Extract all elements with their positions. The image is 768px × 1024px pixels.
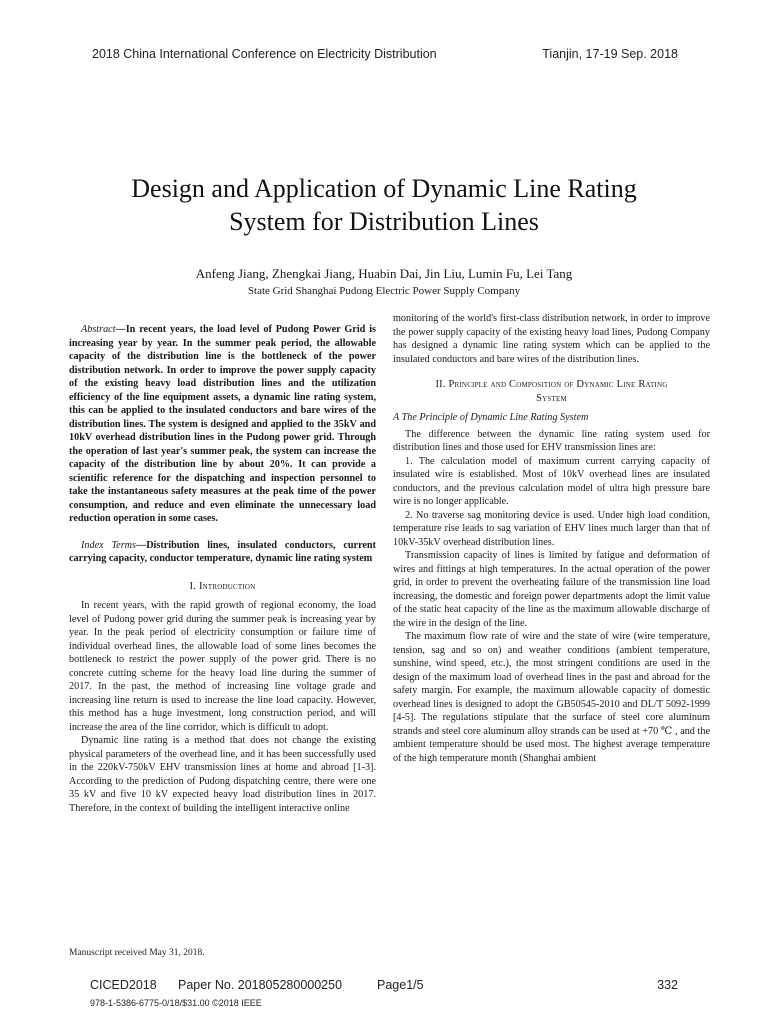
footer-page-number: 332 <box>657 978 678 992</box>
conference-header: 2018 China International Conference on Electricity Distribution <box>92 47 437 61</box>
list-item-2: 2. No traverse sag monitoring device is used. Under high load condition, temperature rise leads to sag variation of EHV lines much larger than that of 10kV-35kV overhead distribution lines. <box>393 509 710 548</box>
difference-paragraph: The difference between the dynamic line rating system used for distribution lines and those used for EHV transmission lines are: <box>393 428 710 453</box>
section-heading-principle <box>393 378 710 405</box>
left-column <box>69 323 376 815</box>
abstract <box>69 323 376 526</box>
footer-conference: CICED2018 <box>90 978 157 992</box>
intro-paragraph-2: Dynamic line rating is a method that does not change the existing physical parameters of the overhead line, and it has been successfully used in the 220kV-750kV EHV transmission lines at home and abroad [1-3]. According to the prediction of Pudong dispatching centre, there were one 35 kV and five 10 kV expected heavy load distribution lines in 2017. Therefore, in the context of building the intelligent interactive online <box>69 735 376 814</box>
index-terms-text: —Distribution lines, insulated conductors, current carrying capacity, conductor temperature, dynamic line rating system <box>69 539 376 564</box>
section-heading-introduction: I. Introduction <box>189 580 256 592</box>
paper-title <box>60 172 708 238</box>
index-terms-label: Index Terms <box>81 539 136 551</box>
authors: Anfeng Jiang, Zhengkai Jiang, Huabin Dai, Jin Liu, Lumin Fu, Lei Tang <box>195 266 573 281</box>
title-line-1: Design and Application of Dynamic Line Rating <box>131 174 637 203</box>
intro-paragraph-1: In recent years, with the rapid growth of regional economy, the load level of Pudong power grid during the summer peak is increasing year by year. In the peak period of electricity consumption or failure time of individual overhead lines, the allowable load of some lines becomes the bottleneck to restrict the power supply of the power grid. There is no concrete cutting scheme for the heavy load line during the summer of 2017. In the past, the method of increasing line voltage grade and increasing line return is used to increase the line load capacity. However, this method has a huge investment, long construction period, and will increase the area of the line corridor, which is difficult to adopt. <box>69 600 376 733</box>
right-column <box>393 312 710 765</box>
section-heading-principle-line-1: II. Principle and Composition of Dynamic Line Rating <box>435 379 668 390</box>
list-item-1: 1. The calculation model of maximum current carrying capacity of insulated wire is established. Most of 10kV overhead lines are insulated conductors, and the previous calculation model of ultra high pressure bare wire is no longer applicable. <box>393 455 710 507</box>
abstract-text: —In recent years, the load level of Pudong Power Grid is increasing year by year. In the summer peak period, the allowable capacity of the distribution line is the bottleneck of the power distribution network. In order to improve the power supply capacity of the existing heavy load distribution lines and the utilization efficiency of the line equipment assets, a dynamic line rating system, this can be applied to the insulated conductors and bare wires of the distribution lines. The system is designed and applied to the 35kV and 10kV overhead distribution lines in the Pudong power grid. Through the operation of last year's summer peak, the system can increase the capacity of the distribution line by about 20%. It can provide a scientific reference for the dispatching and inspection personnel to take the instantaneous safety measures at the peak time of the power consumption, and reduce and even eliminate the unnecessary load reduction operation in some cases. <box>69 324 376 524</box>
footer-isbn: 978-1-5386-6775-0/18/$31.00 ©2018 IEEE <box>90 998 262 1008</box>
index-terms <box>69 539 376 566</box>
footer-paper-number: Paper No. 201805280000250 <box>178 978 343 992</box>
footer-page-indicator: Page1/5 <box>377 978 424 992</box>
intro-paragraph-continued: monitoring of the world's first-class distribution network, in order to improve the power supply capacity of the existing heavy load lines, Pudong Company has designed a dynamic line rating system which can be applied to the insulated conductors and bare wires of the distribution lines. <box>393 313 710 365</box>
location-date-header: Tianjin, 17-19 Sep. 2018 <box>542 47 678 61</box>
transmission-paragraph: Transmission capacity of lines is limited by fatigue and deformation of wires and fittings at high temperatures. In the actual operation of the power grid, in order to prevent the overheating failure of the transmission line load increasing, the domestic and foreign power departments adopt the limit value of the static heat capacity of the line as the maximum allowable discharge of the wire in the design of the line. <box>393 550 710 629</box>
max-flow-paragraph: The maximum flow rate of wire and the state of wire (wire temperature, tension, sag and so on) and weather conditions (ambient temperature, sunshine, wind speed, etc.), the most stringent conditions are used in the design of the maximum load of overhead lines in the past and abroad for the safety margin. For example, the maximum allowable capacity of domestic overhead lines is designed to adopt the GB50545-2010 and DL/T 5092-1999 [4-5]. The regulations stipulate that the surface of steel core aluminum strands and steel core aluminum alloy strands can be used at +70 ℃ , and the ambient temperature should be used most. The highest average temperature of the high temperature month (Shanghai ambient <box>393 631 710 764</box>
manuscript-footnote: Manuscript received May 31, 2018. <box>69 948 205 958</box>
affiliation: State Grid Shanghai Pudong Electric Power Supply Company <box>247 285 521 297</box>
title-line-2: System for Distribution Lines <box>229 207 539 236</box>
section-heading-principle-line-2: System <box>536 392 567 404</box>
abstract-label: Abstract <box>81 324 116 335</box>
subsection-heading-a: A The Principle of Dynamic Line Rating System <box>393 412 589 423</box>
